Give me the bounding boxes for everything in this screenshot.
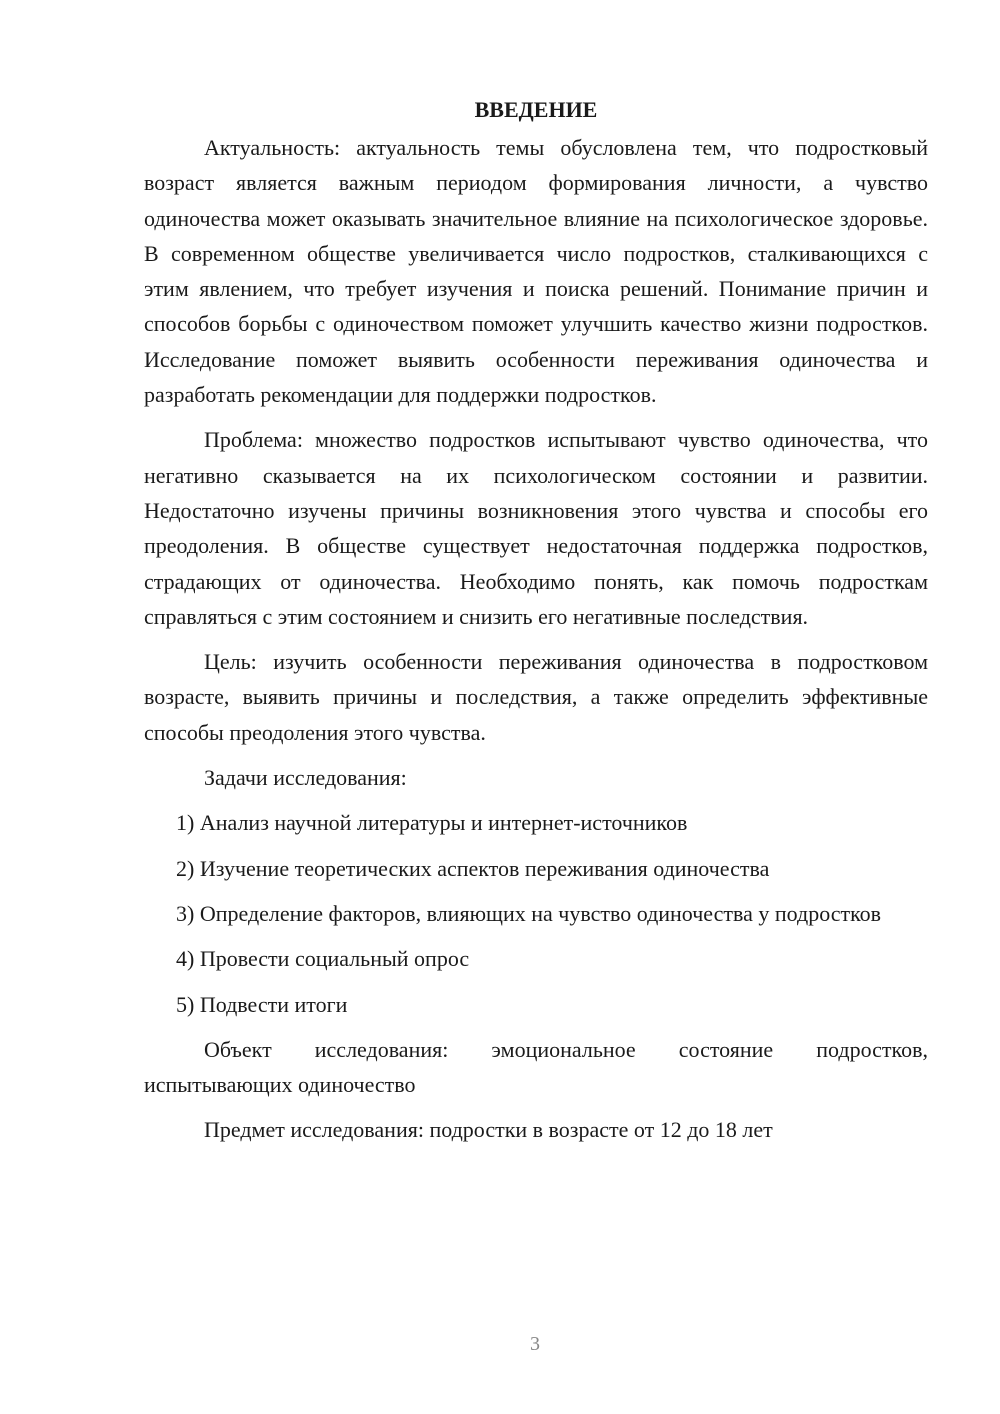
page-number: 3 (530, 1333, 540, 1355)
document-page (144, 96, 928, 1158)
task-item-3: 3) Определение факторов, влияющих на чувство одиночества у подростков (176, 900, 882, 926)
tasks-title: Задачи исследования: (204, 765, 407, 791)
task-item-1: 1) Анализ научной литературы и интернет-источников (176, 810, 688, 836)
relevance-paragraph: Актуальность: актуальность темы обусловлена тем, что подростковый возраст является важным периодом формирования личности, а чувство одиночества может оказывать значительное влияние на психологическое здоровье. В современном обществе увеличивается число подростков, сталкивающихся с этим явлением, что требует изучения и поиска решений. Понимание причин и способов борьбы с одиночеством поможет улучшить качество жизни подростков. Исследование поможет выявить особенности переживания одиночества и разработать рекомендации для поддержки подростков. (144, 135, 928, 408)
goal-paragraph: Цель: изучить особенности переживания одиночества в подростковом возрасте, выявить причины и последствия, а также определить эффективные способы преодоления этого чувства. (144, 649, 928, 745)
task-item-5: 5) Подвести итоги (176, 991, 348, 1017)
task-item-4: 4) Провести социальный опрос (176, 946, 470, 972)
object-paragraph: Объект исследования: эмоциональное состояние подростков, испытывающих одиночество (144, 1036, 928, 1098)
subject-paragraph: Предмет исследования: подростки в возрасте от 12 до 18 лет (204, 1117, 773, 1143)
task-item-2: 2) Изучение теоретических аспектов переживания одиночества (176, 855, 770, 881)
page-title: ВВЕДЕНИЕ (474, 97, 598, 122)
problem-paragraph: Проблема: множество подростков испытывают чувство одиночества, что негативно сказывается на их психологическом состоянии и развитии. Недостаточно изучены причины возникновения этого чувства и способы его преодоления. В обществе существует недостаточная поддержка подростков, страдающих от одиночества. Необходимо понять, как помочь подросткам справляться с этим состоянием и снизить его негативные последствия. (144, 427, 928, 629)
